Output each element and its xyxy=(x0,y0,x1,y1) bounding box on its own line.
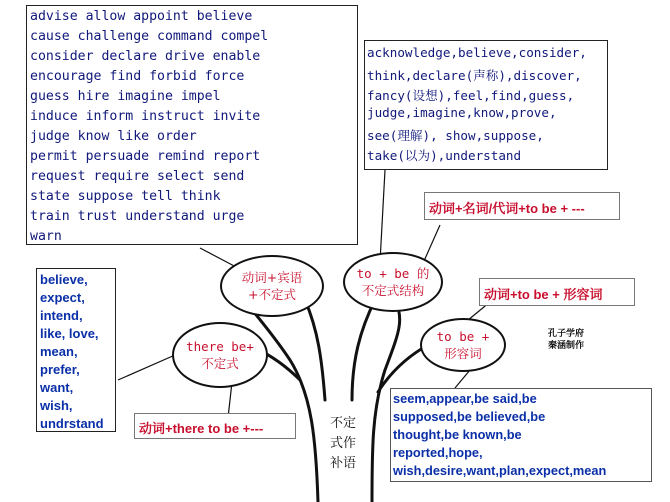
label-text: 动词+to be + 形容词 xyxy=(484,287,603,302)
word-line: induce inform instruct invite xyxy=(30,109,261,124)
word-line: like, love, xyxy=(40,326,99,341)
ellipse-text: to + be 的 xyxy=(356,266,430,281)
word-line: prefer, xyxy=(40,362,80,377)
ellipse-text: 动词+宾语 xyxy=(241,270,303,285)
credit-line: 秦涵制作 xyxy=(548,341,585,351)
ellipse-to-be-adj xyxy=(420,318,506,372)
word-line: permit persuade remind report xyxy=(30,149,261,164)
label-text: 动词+there to be +--- xyxy=(139,421,264,436)
pointer-top-right xyxy=(380,170,385,262)
pointer-left-box xyxy=(118,355,175,380)
ellipse-text: 不定式结构 xyxy=(361,283,425,298)
ellipse-to-be xyxy=(343,252,443,312)
word-line: expect, xyxy=(40,290,85,305)
ellipse-text: 不定式 xyxy=(201,356,239,371)
word-line: acknowledge,believe,consider, xyxy=(367,45,587,60)
pointer-bottom-right xyxy=(455,370,470,388)
tree-trunk-left xyxy=(245,300,318,502)
word-line: supposed,be believed,be xyxy=(393,409,546,424)
word-line: fancy(设想),feel,find,guess, xyxy=(367,88,575,103)
ellipse-there-be xyxy=(172,322,268,388)
word-line: think,declare(声称),discover, xyxy=(367,68,582,83)
word-line: wish, xyxy=(40,398,73,413)
box-left-verbs xyxy=(36,268,116,432)
ellipse-verb-object xyxy=(220,255,324,317)
word-line: believe, xyxy=(40,272,88,287)
word-line: cause challenge command compel xyxy=(30,29,269,44)
word-line: mean, xyxy=(40,344,78,359)
word-line: judge,imagine,know,prove, xyxy=(367,105,557,120)
word-line: reported,hope, xyxy=(393,445,483,460)
label-verb-noun-to-be xyxy=(424,192,620,220)
label-verb-there-to-be xyxy=(134,413,296,439)
word-line: see(理解), show,suppose, xyxy=(367,128,544,143)
box-top-right xyxy=(364,40,608,170)
word-line: guess hire imagine impel xyxy=(30,89,221,104)
word-line: advise allow appoint believe xyxy=(30,9,253,24)
credit xyxy=(548,328,584,352)
word-line: judge know like order xyxy=(30,129,197,144)
ellipse-text: to be + xyxy=(436,329,490,344)
trunk-label-line: 补语 xyxy=(330,456,357,471)
word-line: state suppose tell think xyxy=(30,189,221,204)
box-bottom-right xyxy=(390,388,652,482)
word-line: warn xyxy=(30,229,62,244)
word-line: request require select send xyxy=(30,169,245,184)
trunk-label-line: 不定 xyxy=(330,416,357,431)
ellipse-text: +不定式 xyxy=(248,287,296,302)
label-text: 动词+名词/代词+to be + --- xyxy=(429,201,585,216)
word-line: thought,be known,be xyxy=(393,427,522,442)
word-line: wish,desire,want,plan,expect,mean xyxy=(393,463,607,478)
word-line: intend, xyxy=(40,308,83,323)
ellipse-text: 形容词 xyxy=(444,346,482,361)
word-line: undrstand xyxy=(40,416,104,431)
word-line: encourage find forbid force xyxy=(30,69,245,84)
trunk-label xyxy=(330,414,356,474)
word-line: take(以为),understand xyxy=(367,148,522,163)
credit-line: 孔子学府 xyxy=(548,329,585,339)
box-top-left xyxy=(26,5,358,245)
label-verb-to-be-adj xyxy=(479,278,635,306)
trunk-label-line: 式作 xyxy=(330,436,357,451)
branch-inner-2 xyxy=(352,300,375,400)
word-line: train trust understand urge xyxy=(30,209,245,224)
branch-inner-1 xyxy=(305,300,325,400)
ellipse-text: there be+ xyxy=(186,339,254,354)
word-line: consider declare drive enable xyxy=(30,49,261,64)
word-line: seem,appear,be said,be xyxy=(393,391,537,406)
word-line: want, xyxy=(40,380,74,395)
